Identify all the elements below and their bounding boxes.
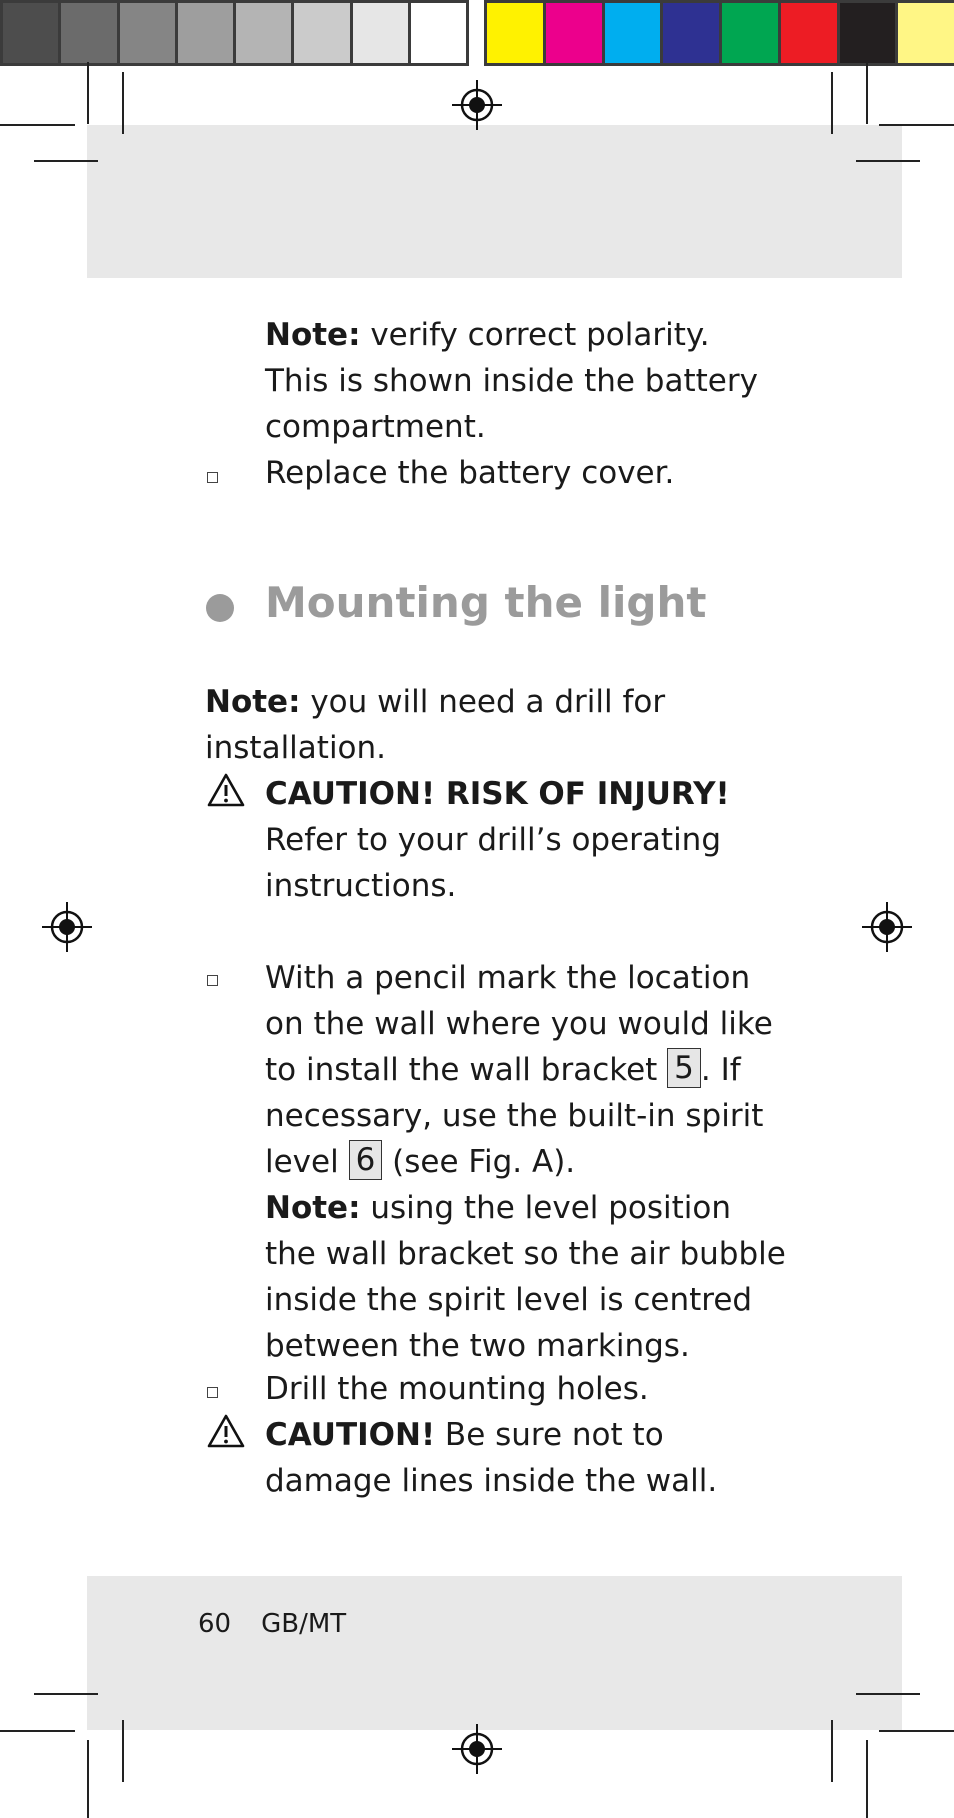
crop-mark — [866, 62, 868, 124]
calibration-swatch — [3, 3, 61, 63]
crop-mark — [856, 1693, 920, 1695]
note-label: Note: — [265, 1190, 361, 1226]
reference-number-5: 5 — [667, 1048, 701, 1088]
checkbox-bullet-icon — [207, 975, 218, 986]
crop-mark — [831, 1720, 833, 1782]
step-drill-holes: Drill the mounting holes. — [265, 1371, 649, 1407]
caution-label: CAUTION! RISK OF INJURY! — [265, 776, 730, 812]
calibration-swatch — [546, 3, 605, 63]
crop-mark — [87, 62, 89, 124]
note-polarity-line: compartment. — [265, 409, 486, 445]
calibration-swatch — [781, 3, 840, 63]
crop-mark — [87, 1740, 89, 1818]
locale-code: GB/MT — [261, 1609, 347, 1639]
calibration-swatch — [178, 3, 236, 63]
footer-panel — [87, 1576, 902, 1730]
warning-triangle-icon — [206, 772, 246, 808]
note-polarity-line: This is shown inside the battery — [265, 363, 758, 399]
crop-mark — [879, 124, 954, 126]
step-mark-line: With a pencil mark the location — [265, 960, 751, 996]
note-text: using the level position — [360, 1190, 732, 1226]
checkbox-bullet-icon — [207, 472, 218, 483]
note-level-line: inside the spirit level is centred — [265, 1282, 753, 1318]
crop-mark — [879, 1730, 954, 1732]
crop-mark — [34, 160, 98, 162]
caution-label: CAUTION! — [265, 1417, 436, 1453]
step-mark-line — [265, 1047, 741, 1093]
section-bullet-icon — [206, 594, 234, 622]
caution-text: Be sure not to — [435, 1417, 664, 1453]
step-mark-text: (see Fig. A). — [382, 1144, 576, 1180]
calibration-swatch — [294, 3, 352, 63]
crop-mark — [122, 1720, 124, 1782]
note-label: Note: — [265, 317, 361, 353]
caution-line: Refer to your drill’s operating — [265, 822, 722, 858]
step-mark-line: necessary, use the built-in spirit — [265, 1098, 764, 1134]
calibration-swatch — [663, 3, 722, 63]
caution-risk-of-injury — [265, 771, 730, 817]
calibration-swatch — [605, 3, 664, 63]
header-panel — [87, 125, 902, 278]
crop-mark — [856, 160, 920, 162]
warning-triangle-icon — [206, 1413, 246, 1449]
crop-mark — [0, 1730, 75, 1732]
calibration-swatch — [353, 3, 411, 63]
page-footer — [198, 1604, 346, 1644]
calibration-swatch — [61, 3, 119, 63]
crop-mark — [34, 1693, 98, 1695]
calibration-swatch — [840, 3, 899, 63]
caution-line: damage lines inside the wall. — [265, 1463, 718, 1499]
calibration-swatch — [722, 3, 781, 63]
calibration-swatch — [236, 3, 294, 63]
page-number: 60 — [198, 1609, 232, 1639]
note-level — [265, 1185, 731, 1231]
registration-mark-icon — [862, 902, 912, 952]
crop-mark — [866, 1740, 868, 1818]
note-drill — [205, 679, 665, 725]
reference-number-6: 6 — [349, 1140, 383, 1180]
grayscale-calibration-bar — [0, 0, 469, 66]
step-mark-line — [265, 1139, 575, 1185]
step-mark-text: level — [265, 1144, 349, 1180]
checkbox-bullet-icon — [207, 1387, 218, 1398]
note-polarity — [265, 312, 710, 358]
registration-mark-icon — [452, 80, 502, 130]
registration-mark-icon — [452, 1724, 502, 1774]
note-level-line: the wall bracket so the air bubble — [265, 1236, 786, 1272]
crop-mark — [122, 72, 124, 134]
crop-mark — [831, 72, 833, 134]
section-heading: Mounting the light — [265, 578, 707, 627]
caution-line: instructions. — [265, 868, 457, 904]
color-calibration-bar — [484, 0, 954, 66]
calibration-swatch — [898, 3, 954, 63]
note-label: Note: — [205, 684, 301, 720]
crop-mark — [0, 124, 75, 126]
note-drill-line: installation. — [205, 730, 387, 766]
note-text: verify correct polarity. — [360, 317, 710, 353]
calibration-swatch — [411, 3, 469, 63]
registration-mark-icon — [42, 902, 92, 952]
step-mark-line: on the wall where you would like — [265, 1006, 773, 1042]
note-level-line: between the two markings. — [265, 1328, 690, 1364]
step-mark-text: . If — [700, 1052, 741, 1088]
step-replace-cover: Replace the battery cover. — [265, 455, 675, 491]
calibration-swatch — [120, 3, 178, 63]
caution-wall-lines — [265, 1412, 664, 1458]
step-mark-text: to install the wall bracket — [265, 1052, 668, 1088]
calibration-swatch — [487, 3, 546, 63]
note-text: you will need a drill for — [300, 684, 666, 720]
